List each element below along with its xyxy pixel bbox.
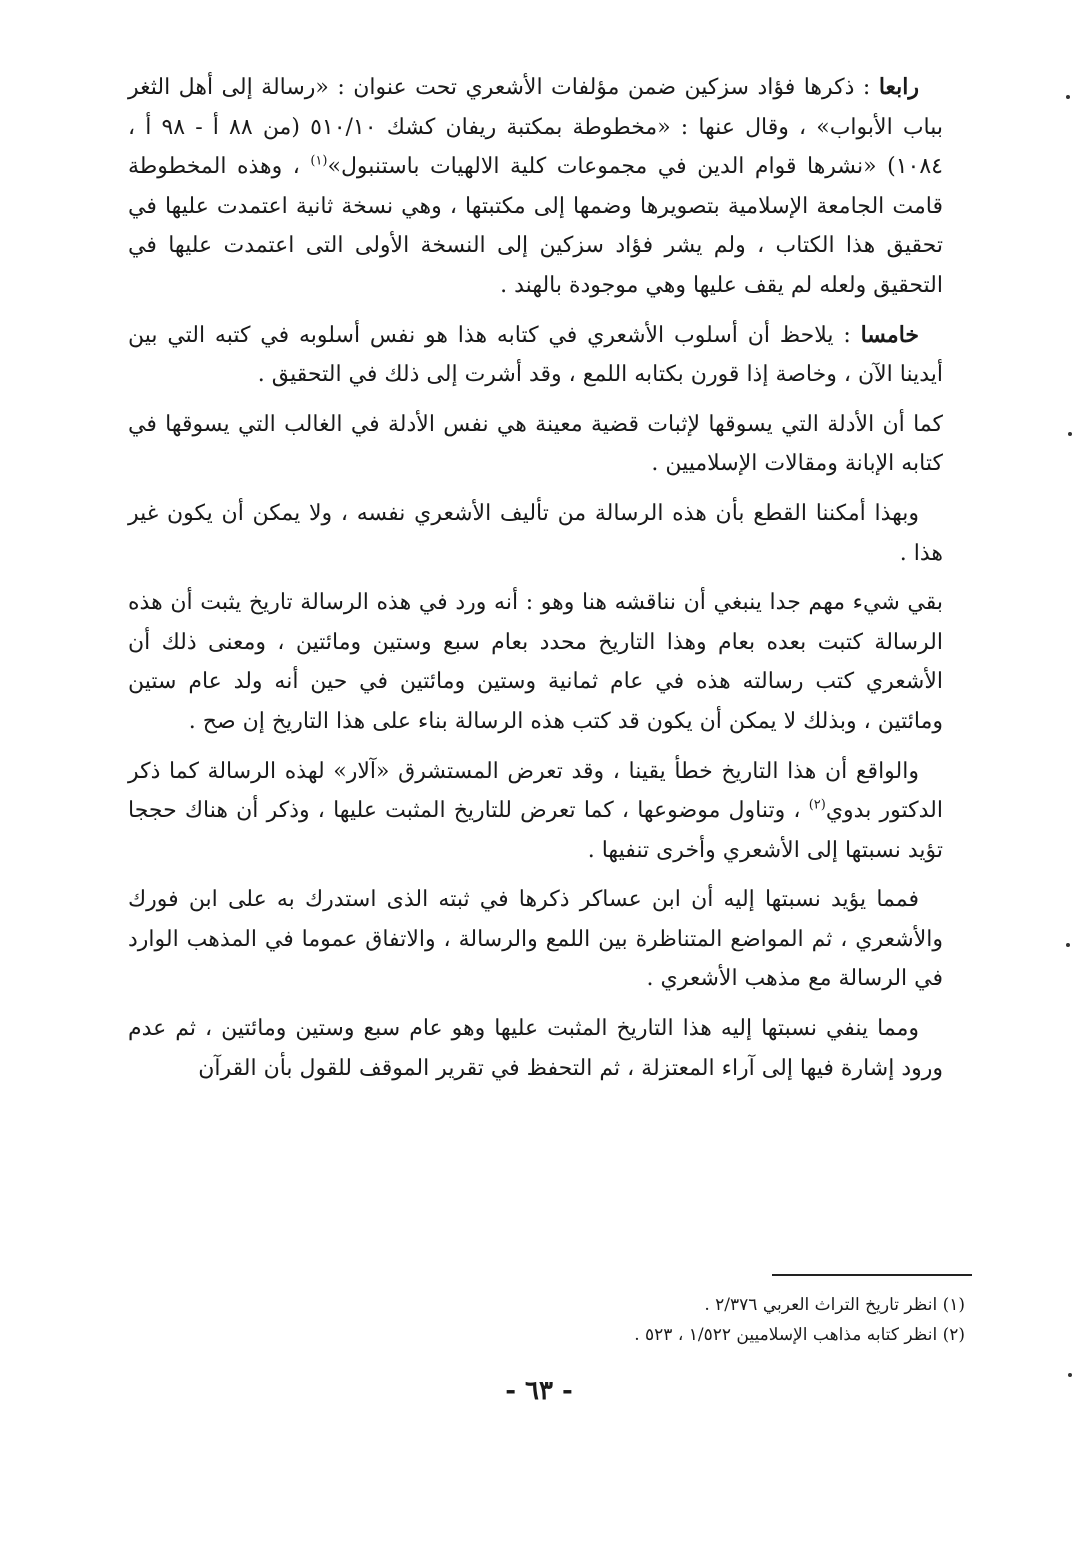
paragraph-text-tail: ، وتناول موضوعها ، كما تعرض للتاريخ المثبت عليها ، وذكر أن هناك حججا تؤيد نسبتها إلى الأشعري وأخرى تنفيها .	[128, 798, 943, 863]
page-number: - ٦٣ -	[505, 1376, 573, 1406]
paragraph-text: فمما يؤيد نسبتها إليه أن ابن عساكر ذكرها في ثبته الذى استدرك به على ابن فورك والأشعري ، ثم المواضع المتناظرة بين اللمع والرسالة ، والاتفاق عموما في المذهب الوارد في الرسالة مع مذهب الأشعري .	[128, 887, 943, 992]
paragraph-text: وبهذا أمكننا القطع بأن هذه الرسالة من تأليف الأشعري نفسه ، ولا يمكن أن يكون غير هذا .	[128, 500, 943, 566]
paragraph-5	[128, 583, 943, 741]
footnotes	[400, 1290, 965, 1350]
paragraph-4	[128, 494, 943, 573]
paragraph-text: بقي شيء مهم جدا ينبغي أن نناقشه هنا وهو : أنه ورد في هذه الرسالة تاريخ يثبت أن هذه الرسالة كتبت بعده بعام وهذا التاريخ محدد بعام سبع وستين ومائتين ، ومعنى ذلك أن الأشعري كتب رسالته هذه في عام ثمانية وستين ومائتين في حين أنه ولد عام ستين ومائتين ، وبذلك لا يمكن أن يكون قد كتب هذه الرسالة بناء على هذا التاريخ إن صح .	[128, 590, 943, 734]
footnote-separator	[772, 1274, 972, 1276]
footnote-ref[interactable]: (١)	[310, 153, 328, 169]
paragraph-7	[128, 880, 943, 999]
paragraph-text: : يلاحظ أن أسلوب الأشعري في كتابه هذا هو نفس أسلوبه في كتبه التي بين أيدينا الآن ، وخاصة إذا قورن بكتابه اللمع ، وقد أشرت إلى ذلك في التحقيق .	[128, 322, 943, 388]
paragraph-lead: رابعا	[878, 74, 919, 100]
footnote-ref[interactable]: (٢)	[808, 797, 826, 813]
footnote-2: (٢) انظر كتابه مذاهب الإسلاميين ١/٥٢٢ ، ٥٢٣ .	[634, 1325, 965, 1345]
page-body	[128, 68, 943, 1098]
paragraph-text: والواقع أن هذا التاريخ خطأ يقينا ، وقد تعرض المستشرق «آلار» لهذه الرسالة كما ذكر الدكتور بدوي	[128, 758, 943, 824]
paragraph-text: كما أن الأدلة التي يسوقها لإثبات قضية معينة هي نفس الأدلة في الغالب التي يسوقها في كتابه الإبانة ومقالات الإسلاميين .	[128, 411, 943, 477]
paragraph-lead: خامسا	[860, 321, 919, 348]
scan-speck	[1066, 943, 1070, 947]
footnote-1: (١) انظر تاريخ التراث العربي ٢/٣٧٦ .	[704, 1295, 965, 1315]
paragraph-text: ومما ينفي نسبتها إليه هذا التاريخ المثبت عليها وهو عام سبع وستين ومائتين ، ثم عدم ورود إشارة فيها إلى آراء المعتزلة ، ثم التحفظ في تقرير الموقف للقول بأن القرآن	[128, 1016, 943, 1081]
scan-speck	[1066, 95, 1070, 99]
paragraph-2	[128, 316, 943, 395]
scan-speck	[1068, 1373, 1072, 1377]
paragraph-8	[128, 1009, 943, 1088]
scan-speck	[1068, 432, 1072, 436]
paragraph-3	[128, 405, 943, 484]
paragraph-text: : ذكرها فؤاد سزكين ضمن مؤلفات الأشعري تحت عنوان : «رسالة إلى أهل الثغر بباب الأبواب» ، وقال عنها : «مخطوطة بمكتبة ريفان كشك ٥١٠/١٠ (من ٨٨ أ - ٩٨ أ ، ١٠٨٤) «نشرها قوام الدين في مجموعات كلية الالهيات باستنبول»	[128, 75, 943, 180]
paragraph-text-tail: ، وهذه المخطوطة قامت الجامعة الإسلامية بتصويرها وضمها إلى مكتبتها ، وهي نسخة ثانية اعتمدت عليها في تحقيق هذا الكتاب ، ولم يشر فؤاد سزكين إلى النسخة الأولى التى اعتمدت عليها في التحقيق ولعله لم يقف عليها وهي موجودة بالهند .	[128, 154, 943, 298]
paragraph-6	[128, 752, 943, 871]
paragraph-1	[128, 68, 943, 306]
